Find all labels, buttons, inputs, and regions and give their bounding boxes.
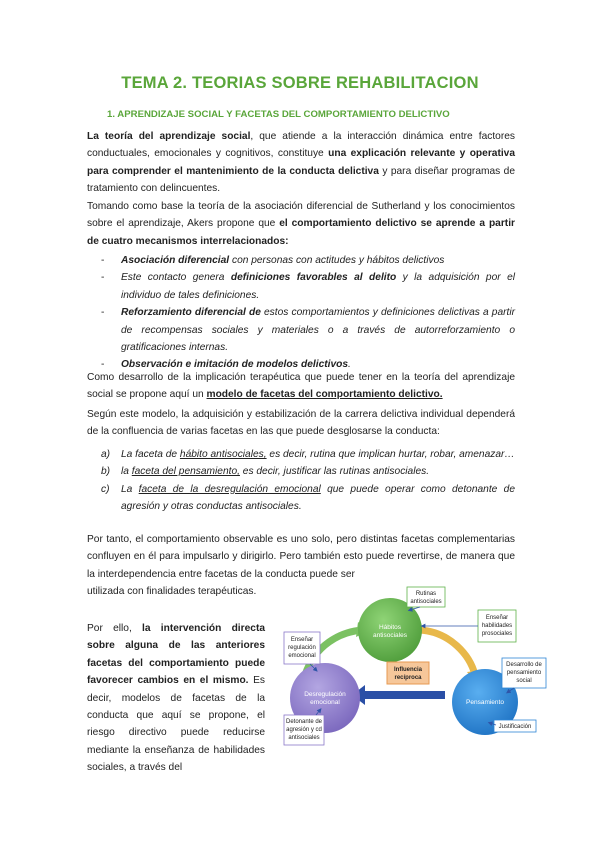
item-text: . <box>348 359 351 371</box>
paragraph-1 <box>87 128 515 198</box>
list-item <box>101 446 515 463</box>
p3-bold-underlined: modelo de facetas del comportamiento delictivo. <box>206 389 443 401</box>
ensenar-prosociales-label-2: habilidades <box>481 623 513 629</box>
paragraph-2 <box>87 198 515 250</box>
p2-text-1: Tomando como base la teoría de la asociación diferencial de Sutherland y los conocimientos sobre el aprendizaje, Akers propone que <box>87 201 515 230</box>
item-text: y la adquisición por el individuo de tales definiciones. <box>121 272 515 301</box>
list-marker: - <box>101 255 105 266</box>
p6-text-1: Por ello, <box>87 623 143 634</box>
item-text: que puede operar como detonante de agresión y otras conductas antisociales. <box>121 483 515 513</box>
rutinas-label-2: antisociales <box>410 599 442 605</box>
list-item <box>101 304 515 356</box>
desarrollo-label-2: pensamiento <box>506 670 542 676</box>
p6-text-2: Es decir, modelos de facetas de la conducta que aquí se propone, el riesgo directivo puede reducirse mediante la enseñanza de habilidades sociales, a través del <box>87 675 265 774</box>
list-item <box>101 252 515 269</box>
item-text: con personas con actitudes y hábitos delictivos <box>229 255 445 266</box>
item-bold: definiciones favorables al delito <box>230 272 397 284</box>
detonante-label-3: antisociales <box>288 735 320 741</box>
desregulacion-label-1: Desregulación <box>304 691 346 698</box>
item-underlined: faceta del pensamiento, <box>131 466 240 478</box>
p1-bold-1: La teoría del aprendizaje social <box>87 131 251 142</box>
ensenar-prosociales-label-3: prosociales <box>481 631 513 637</box>
item-text-lead: La <box>121 483 139 495</box>
paragraph-5: Por tanto, el comportamiento observable es uno solo, pero distintas facetas complementarias confluyen en él para impulsarlo y dirigirlo. Pero también esto puede revertirse, de manera que la interdependencia entre facetas de la conducta puede ser <box>87 534 515 580</box>
facets-list <box>101 446 515 516</box>
desregulacion-label-2: emocional <box>310 699 340 706</box>
item-text: estos comportamientos y definiciones delictivas a partir de recompensas sociales y materiales o a través de autorreforzamiento o gratificaciones internas. <box>121 307 515 354</box>
p1-text-1: , que atiende a la interacción dinámica entre factores conductuales, emocionales y cognitivos, constituye <box>87 131 515 160</box>
habitos-label-2: antisociales <box>373 632 407 639</box>
arrow-blue-shaft <box>365 691 445 699</box>
item-bold: Observación e imitación de modelos delictivos <box>121 359 349 371</box>
desarrollo-label-3: social <box>516 678 532 684</box>
facets-diagram <box>270 580 550 750</box>
page-title: TEMA 2. TEORIAS SOBRE REHABILITACION <box>121 74 479 92</box>
item-text-lead: la <box>121 466 132 478</box>
list-marker: c) <box>101 483 110 495</box>
influencia-label-2: recíproca <box>394 675 422 681</box>
ensenar-regulacion-label-2: regulación <box>288 645 316 651</box>
desarrollo-label-1: Desarrollo de <box>506 662 542 668</box>
paragraph-5-continued: utilizada con finalidades terapéuticas. <box>87 586 257 597</box>
list-marker: - <box>101 359 105 371</box>
justificacion-label: Justificación <box>498 724 532 730</box>
list-marker: a) <box>101 449 111 460</box>
list-marker: b) <box>101 466 111 478</box>
detonante-label-2: agresión y cd <box>286 727 322 733</box>
ensenar-regulacion-label-3: emocional <box>288 653 316 659</box>
paragraph-4: Según este modelo, la adquisición y estabilización de la carrera delictiva individual dependerá de la confluencia de varias facetas en las que puede desglosarse la conducta: <box>87 409 515 438</box>
list-item <box>101 269 515 304</box>
item-text-lead: La faceta de <box>121 449 180 460</box>
pensamiento-label: Pensamiento <box>466 699 504 706</box>
p1-bold-2: una explicación relevante y operativa para comprender el mantenimiento de la conducta delictiva <box>87 148 515 177</box>
influencia-label-1: Influencia <box>393 667 423 673</box>
item-text-lead: Este contacto genera <box>121 272 231 284</box>
habitos-label-1: Hábitos <box>378 624 402 631</box>
paragraph-6 <box>87 620 265 777</box>
item-underlined: faceta de la desregulación emocional <box>138 483 321 495</box>
p1-text-2: y para diseñar programas de tratamiento con delincuentes. <box>87 165 516 195</box>
list-item <box>101 463 515 480</box>
item-bold: Asociación diferencial <box>121 255 230 266</box>
ensenar-regulacion-label-1: Enseñar <box>290 637 314 643</box>
rutinas-label-1: Rutinas <box>415 591 437 597</box>
p6-bold-1: la intervención directa sobre alguna de las anteriores facetas del comportamiento puede favorecer cambios en el mismo. <box>87 623 265 687</box>
list-marker: - <box>101 272 105 284</box>
p3-text-1: Como desarrollo de la implicación terapéutica que puede tener en la teoría del aprendizaje social se propone aquí un <box>87 372 515 401</box>
item-text: es decir, rutina que implican hurtar, robar, amenazar… <box>266 449 515 460</box>
paragraph-3 <box>87 369 515 404</box>
detonante-label-1: Detonante de <box>285 719 323 725</box>
item-underlined: hábito antisociales, <box>179 449 267 460</box>
item-text: es decir, justificar las rutinas antisociales. <box>239 466 430 478</box>
list-marker: - <box>101 307 105 319</box>
p2-bold-1: el comportamiento delictivo se aprende a partir de cuatro mecanismos interrelacionados: <box>87 218 515 247</box>
item-bold: Reforzamiento diferencial de <box>121 307 261 319</box>
section-heading: 1. APRENDIZAJE SOCIAL Y FACETAS DEL COMPORTAMIENTO DELICTIVO <box>107 109 450 120</box>
list-item <box>101 481 515 516</box>
ensenar-prosociales-label-1: Enseñar <box>485 615 509 621</box>
mechanisms-list <box>101 252 515 374</box>
